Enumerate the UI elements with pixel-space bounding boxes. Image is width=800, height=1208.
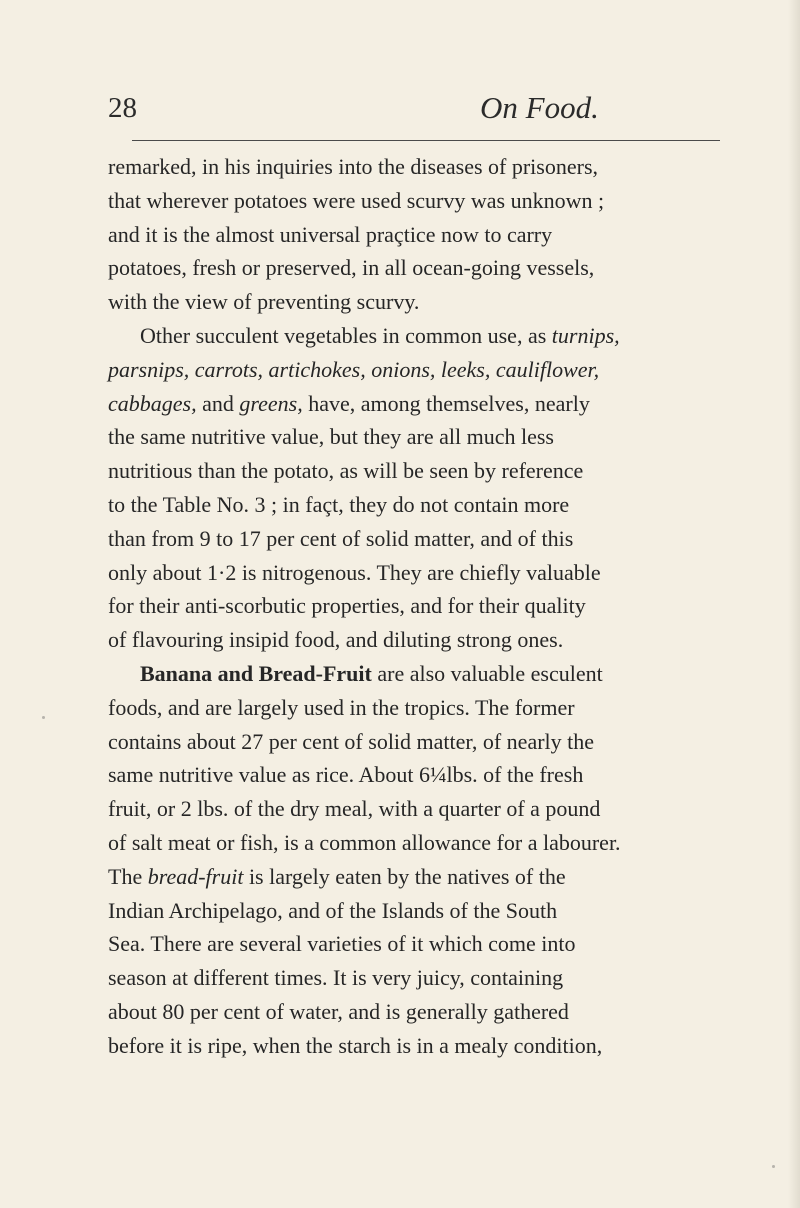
italic-term-cabbages: cabbages, <box>108 390 197 416</box>
text-line-1: remarked, in his inquiries into the diseases of prisoners, <box>108 154 599 179</box>
paper-speck <box>772 1165 775 1168</box>
text-line-21: of salt meat or fish, is a common allowance for a labourer. <box>108 829 621 855</box>
italic-term-leeks: leeks, <box>440 356 491 382</box>
text-line-2: that wherever potatoes were used scurvy was unknown ; <box>108 187 605 213</box>
text-line-22 <box>108 860 720 894</box>
text-line-9: the same nutritive value, but they are all much less <box>108 424 554 450</box>
text-line-23: Indian Archipelago, and of the Islands of the South <box>108 897 558 923</box>
italic-term-cauliflower: cauliflower, <box>495 356 600 382</box>
text-line-13: only about 1·2 is nitrogenous. They are chiefly valuable <box>108 559 601 585</box>
text-line-24: Sea. There are several varieties of it which come into <box>108 931 576 957</box>
text-line-20: fruit, or 2 lbs. of the dry meal, with a quarter of a pound <box>108 796 601 822</box>
italic-term-onions: onions, <box>371 356 436 382</box>
text-line-26: about 80 per cent of water, and is generally gathered <box>108 998 569 1024</box>
text-line-8 <box>108 387 720 421</box>
italic-term-artichokes: artichokes, <box>268 356 366 382</box>
text-line-12: than from 9 to 17 per cent of solid matter, and of this <box>108 525 574 551</box>
text-segment: and <box>196 390 240 416</box>
text-line-11: to the Table No. 3 ; in façt, they do not contain more <box>108 491 570 517</box>
text-line-15: of flavouring insipid food, and diluting strong ones. <box>108 627 564 653</box>
text-segment: Other succulent vegetables in common use, as <box>140 322 552 348</box>
text-line-18: contains about 27 per cent of solid matter, of nearly the <box>108 728 595 754</box>
text-line-5: with the view of preventing scurvy. <box>108 289 420 315</box>
italic-term-bread-fruit: bread-fruit <box>147 863 244 889</box>
text-line-16 <box>108 657 720 691</box>
text-line-27: before it is ripe, when the starch is in a mealy condition, <box>108 1032 603 1058</box>
text-line-10: nutritious than the potato, as will be seen by reference <box>108 458 584 484</box>
text-line-3: and it is the almost universal praçtice now to carry <box>108 221 553 247</box>
text-segment: are also valuable esculent <box>371 660 603 686</box>
italic-term-greens: greens, <box>239 390 303 416</box>
italic-term-parsnips: parsnips, <box>108 356 190 382</box>
text-segment: is largely eaten by the natives of the <box>243 863 566 889</box>
italic-term-turnips: turnips, <box>551 322 620 348</box>
text-line-25: season at different times. It is very juicy, containing <box>108 965 564 991</box>
running-title: On Food. <box>480 90 599 125</box>
text-line-4: potatoes, fresh or preserved, in all ocean-going vessels, <box>108 255 595 281</box>
text-line-19: same nutritive value as rice. About 6¼lbs. of the fresh <box>108 762 584 788</box>
page-header <box>108 90 720 126</box>
text-segment: have, among themselves, nearly <box>302 390 590 416</box>
text-segment: The <box>108 863 148 889</box>
bold-heading-banana-bread-fruit: Banana and Bread-Fruit <box>140 660 372 686</box>
text-line-17: foods, and are largely used in the tropics. The former <box>108 694 575 720</box>
header-rule <box>132 140 720 141</box>
text-line-7 <box>108 353 720 387</box>
italic-term-carrots: carrots, <box>194 356 264 382</box>
text-line-6 <box>108 319 720 353</box>
body-text <box>108 150 720 1063</box>
page-edge-shadow <box>788 0 800 1208</box>
page-number: 28 <box>108 92 137 124</box>
text-line-14: for their anti-scorbutic properties, and for their quality <box>108 593 586 619</box>
paper-speck <box>42 716 45 719</box>
